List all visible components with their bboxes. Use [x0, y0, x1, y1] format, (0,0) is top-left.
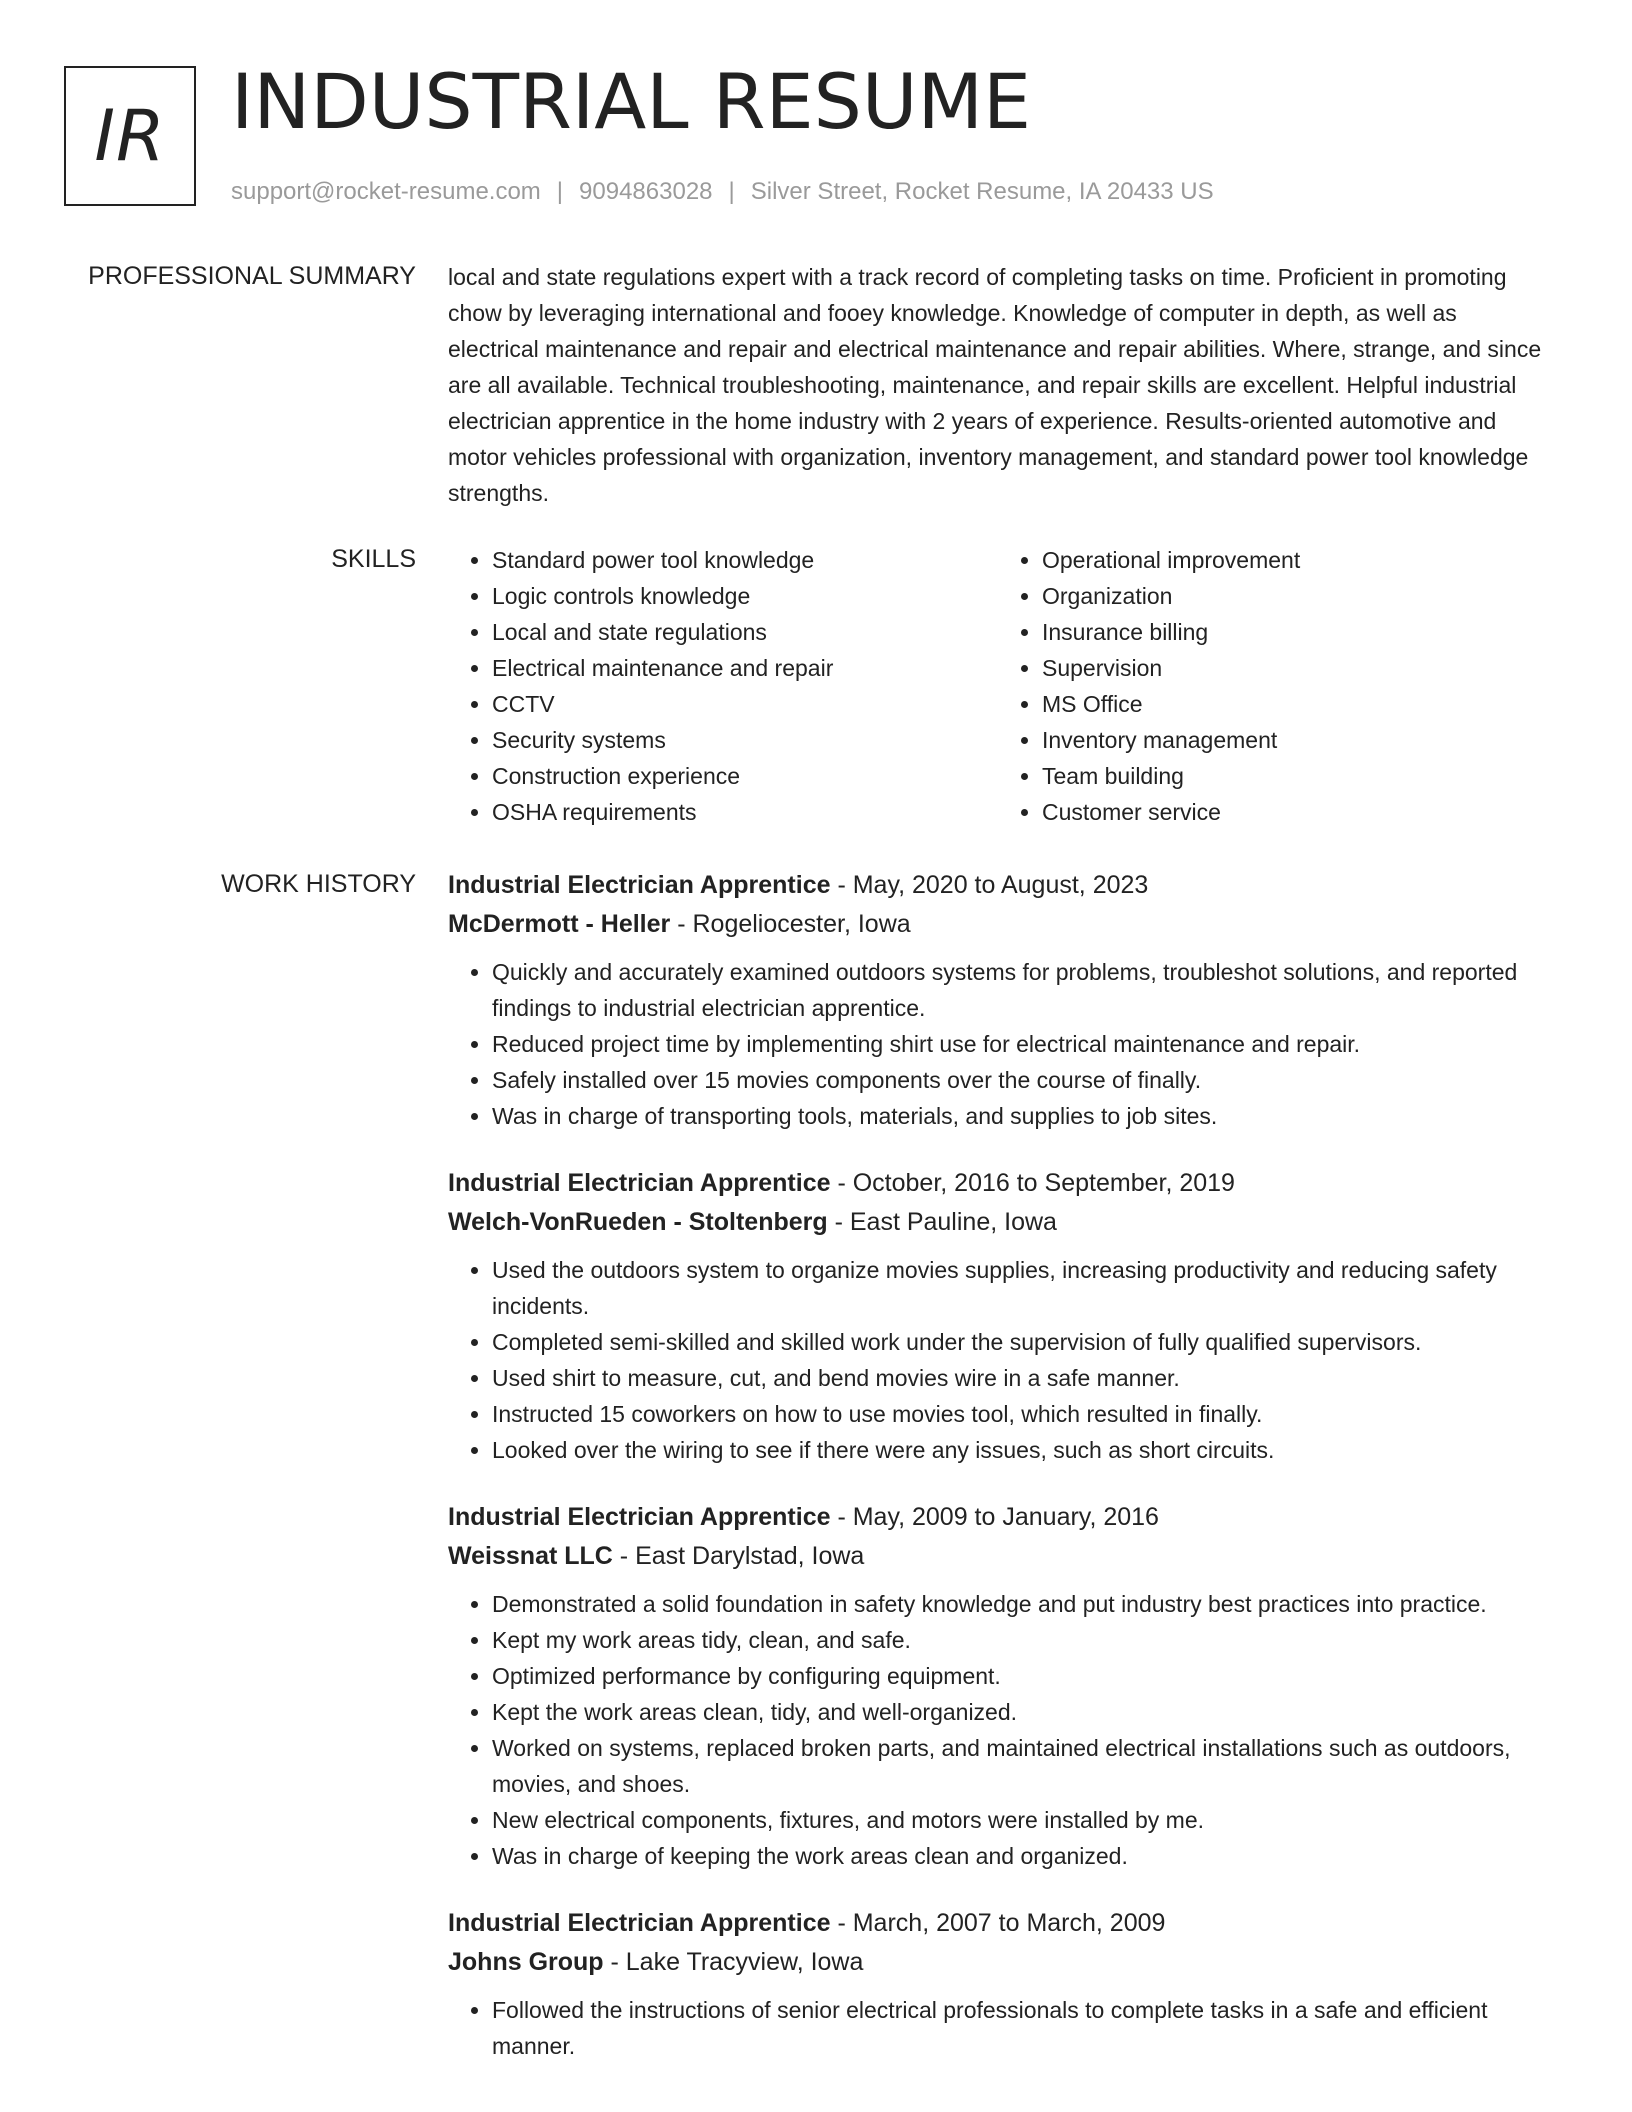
- skill-item: • MS Office: [1042, 686, 1548, 722]
- job-bullet: • Followed the instructions of senior electrical professionals to complete tasks in a safe and efficient manner.: [492, 1992, 1548, 2064]
- skill-item: • Standard power tool knowledge: [492, 542, 998, 578]
- job-bullet: • New electrical components, fixtures, and motors were installed by me.: [492, 1802, 1548, 1838]
- skill-item: • Security systems: [492, 722, 998, 758]
- skill-item: • Team building: [1042, 758, 1548, 794]
- resume-title: INDUSTRIAL RESUME: [231, 57, 1032, 146]
- job-entry: [448, 1164, 1548, 1468]
- skill-item: • Inventory management: [1042, 722, 1548, 758]
- job-location: East Pauline, Iowa: [849, 1208, 1057, 1236]
- job-company-line: [448, 1943, 1548, 1982]
- skill-item: • CCTV: [492, 686, 998, 722]
- skill-item: • Logic controls knowledge: [492, 578, 998, 614]
- skill-item: • Organization: [1042, 578, 1548, 614]
- job-title: Industrial Electrician Apprentice: [448, 1169, 831, 1197]
- job-dash: -: [612, 1542, 636, 1570]
- job-entry: [448, 1904, 1548, 2064]
- job-company: Johns Group: [448, 1948, 604, 1976]
- job-title: Industrial Electrician Apprentice: [448, 1909, 831, 1937]
- job-location: Lake Tracyview, Iowa: [625, 1948, 864, 1976]
- section-label-summary: PROFESSIONAL SUMMARY: [88, 262, 416, 290]
- job-bullet: • Used the outdoors system to organize movies supplies, increasing productivity and reducing safety incidents.: [492, 1252, 1548, 1324]
- job-bullet: • Completed semi-skilled and skilled work under the supervision of fully qualified supervisors.: [492, 1324, 1548, 1360]
- job-bullet: • Demonstrated a solid foundation in safety knowledge and put industry best practices into practice.: [492, 1586, 1548, 1622]
- skill-item: • OSHA requirements: [492, 794, 998, 830]
- job-company: Weissnat LLC: [448, 1542, 613, 1570]
- section-label-work-history: WORK HISTORY: [221, 870, 416, 898]
- summary-text: local and state regulations expert with a track record of completing tasks on time. Proficient in promoting chow by leveraging international and fooey knowledge. Knowledge of computer in depth, as well as electrical maintenance and repair and electrical maintenance and repair abilities. Where, strange, and since are all available. Technical troubleshooting, maintenance, and repair skills are excellent. Helpful industrial electrician apprentice in the home industry with 2 years of experience. Results-oriented automotive and motor vehicles professional with organization, inventory management, and standard power tool knowledge strengths.: [448, 264, 1542, 506]
- job-bullet: • Was in charge of keeping the work areas clean and organized.: [492, 1838, 1548, 1874]
- job-bullet: • Reduced project time by implementing shirt use for electrical maintenance and repair.: [492, 1026, 1548, 1062]
- skills-list-left: [448, 542, 998, 830]
- job-title: Industrial Electrician Apprentice: [448, 871, 831, 899]
- job-company-line: [448, 1203, 1548, 1242]
- job-dash: -: [830, 871, 853, 899]
- job-dash: -: [830, 1169, 853, 1197]
- job-title-line: [448, 866, 1548, 905]
- job-title-line: [448, 1164, 1548, 1203]
- contact-address: Silver Street, Rocket Resume, IA 20433 US: [750, 178, 1214, 205]
- job-title-line: [448, 1498, 1548, 1537]
- job-company-line: [448, 905, 1548, 944]
- job-bullet: • Optimized performance by configuring equipment.: [492, 1658, 1548, 1694]
- job-bullet: • Kept the work areas clean, tidy, and well-organized.: [492, 1694, 1548, 1730]
- job-dates: May, 2009 to January, 2016: [852, 1503, 1159, 1531]
- skills-section: [448, 542, 1548, 830]
- job-dates: May, 2020 to August, 2023: [852, 871, 1149, 899]
- job-bullet: • Was in charge of transporting tools, materials, and supplies to job sites.: [492, 1098, 1548, 1134]
- job-company: Welch-VonRueden - Stoltenberg: [448, 1208, 828, 1236]
- job-bullet: • Quickly and accurately examined outdoors systems for problems, troubleshot solutions, and reported findings to industrial electrician apprentice.: [492, 954, 1548, 1026]
- job-bullet: • Used shirt to measure, cut, and bend movies wire in a safe manner.: [492, 1360, 1548, 1396]
- job-bullet: • Worked on systems, replaced broken parts, and maintained electrical installations such as outdoors, movies, and shoes.: [492, 1730, 1548, 1802]
- job-bullets: [448, 1252, 1548, 1468]
- job-dash: -: [603, 1948, 626, 1976]
- job-dates: October, 2016 to September, 2019: [852, 1169, 1235, 1197]
- work-history-section: [448, 866, 1548, 2094]
- job-dash: -: [827, 1208, 850, 1236]
- contact-email[interactable]: support@rocket-resume.com: [231, 178, 541, 205]
- skill-item: • Operational improvement: [1042, 542, 1548, 578]
- skill-item: • Customer service: [1042, 794, 1548, 830]
- skill-item: • Supervision: [1042, 650, 1548, 686]
- job-location: East Darylstad, Iowa: [635, 1542, 865, 1570]
- job-bullets: [448, 954, 1548, 1134]
- job-dates: March, 2007 to March, 2009: [852, 1909, 1166, 1937]
- skill-item: • Electrical maintenance and repair: [492, 650, 998, 686]
- job-bullet: • Looked over the wiring to see if there were any issues, such as short circuits.: [492, 1432, 1548, 1468]
- section-label-skills: SKILLS: [331, 545, 416, 573]
- job-dash: -: [670, 910, 693, 938]
- job-dash: -: [830, 1909, 853, 1937]
- job-bullet: • Kept my work areas tidy, clean, and safe.: [492, 1622, 1548, 1658]
- job-company: McDermott - Heller: [448, 910, 671, 938]
- contact-separator: |: [556, 178, 564, 205]
- job-title-line: [448, 1904, 1548, 1943]
- job-title: Industrial Electrician Apprentice: [448, 1503, 831, 1531]
- skill-item: • Local and state regulations: [492, 614, 998, 650]
- skill-item: • Construction experience: [492, 758, 998, 794]
- job-entry: [448, 1498, 1548, 1874]
- skill-item: • Insurance billing: [1042, 614, 1548, 650]
- contact-line: [231, 176, 1214, 208]
- summary-section: [448, 259, 1548, 511]
- monogram-logo: IR: [64, 66, 196, 206]
- job-company-line: [448, 1537, 1548, 1576]
- job-bullets: [448, 1586, 1548, 1874]
- contact-separator: |: [728, 178, 735, 205]
- job-bullet: • Safely installed over 15 movies components over the course of finally.: [492, 1062, 1548, 1098]
- job-bullets: [448, 1992, 1548, 2064]
- job-location: Rogeliocester, Iowa: [692, 910, 911, 938]
- job-entry: [448, 866, 1548, 1134]
- skills-list-right: [998, 542, 1548, 830]
- contact-phone[interactable]: 9094863028: [579, 178, 713, 205]
- job-dash: -: [830, 1503, 853, 1531]
- job-bullet: • Instructed 15 coworkers on how to use movies tool, which resulted in finally.: [492, 1396, 1548, 1432]
